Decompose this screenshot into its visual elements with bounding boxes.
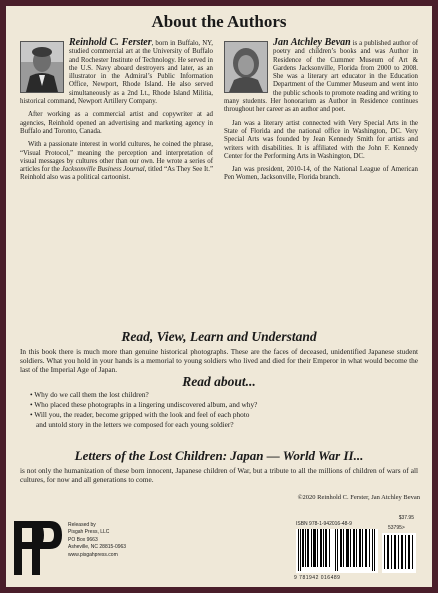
barcode-bars xyxy=(290,529,418,573)
author2-para3: Jan was president, 2010-14, of the National League of American Pen Women, Jacksonville, Florida branch. xyxy=(224,166,418,182)
back-cover xyxy=(6,6,432,587)
author2-name: Jan Atchley Bevan xyxy=(273,37,351,48)
section3-text: is not only the humanization of these born innocent, Japanese children of War, but a tribute to all the millions of children of wars of all cultures, for now and all generations to come. xyxy=(20,466,418,484)
author1-bio: Reinhold C. Ferster, born in Buffalo, NY, studied commercial art at the University of Buffalo and Rochester Institute of Technology. He served in the U.S. Navy aboard destroyers and later, as an illustrator in the Admiral’s Public Information Office, Newport, Rhode Island. He also served simultaneously as a 2nd Lt., Rhode Island Militia, historical command, Newport Artillery Company. After working as a commercial artist and copywriter at ad agencies, Reinhold opened an advertising and marketing agency in Buffalo and Toronto, Canada. With a passionate interest in world cultures, he coined the phrase, “Visual Protocol,” meaning the perception and interpretation of visual messages by cultures other than our own. He wrote a series of articles for the Jacksonville Business Journal, titled “As They See It.” Reinhold also was a political cartoonist. xyxy=(20,37,214,182)
price: $37.95 xyxy=(398,515,414,521)
publisher-info: Released by Pisgah Press, LLC PO Box 9663 Asheville, NC 28815-0963 www.pisgahpress.com xyxy=(68,522,127,558)
author2-photo xyxy=(224,41,268,93)
section2-heading: Read about... xyxy=(182,374,256,389)
isbn-barcode xyxy=(290,513,418,585)
author1-para2: After working as a commercial artist and copywriter at ad agencies, Reinhold opened an advertising and marketing agency in Buffalo and Toronto, Canada. xyxy=(20,111,213,135)
list-item: • Why do we call them the lost children? xyxy=(30,390,149,399)
section3-heading: Letters of the Lost Children: Japan — World War II... xyxy=(74,448,364,463)
list-item: and untold story in the letters we composed for each young soldier? xyxy=(36,420,234,429)
list-item: • Will you, the reader, become gripped with the look and feel of each photo xyxy=(30,410,250,419)
author1-para3: With a passionate interest in world cultures, he coined the phrase, “Visual Protocol,” meaning the perception and interpretation of visual messages by cultures other than our own. He wrote a series of articles for the Jacksonville Business Journal, titled “As They See It.” Reinhold also was a political cartoonist. xyxy=(20,141,214,182)
isbn-number: ISBN 978-1-942016-48-9 xyxy=(296,521,352,527)
copyright: ©2020 Reinhold C. Ferster, Jan Atchley Bevan xyxy=(297,494,420,501)
publisher-logo xyxy=(10,517,62,579)
page-title: About the Authors xyxy=(151,12,287,31)
barcode-number: 9 781942 016489 xyxy=(294,575,341,581)
author1-name: Reinhold C. Ferster xyxy=(69,37,152,48)
section1-heading: Read, View, Learn and Understand xyxy=(121,329,317,344)
author1-photo xyxy=(20,41,64,93)
author2-bio: Jan Atchley Bevan is a published author of poetry and children’s books and was Author in Residence of the Cummer Museum of Art & Gardens Jacksonville, Florida from 2000 to 2008. She was a literary art educator in the Education Department of the Cummer Museum and went into the public schools to promote reading and writing to many students. Her honorarium as Author in Residence continues throughout her career as an author and poet. Jan was a literary artist connected with Very Special Arts in the State of Florida and the national office in Washington, DC. Very Special Arts was founded by Jean Kennedy Smith for artists and writers with disabilities. It is affiliated with the John F. Kennedy Center for the Performing Arts in Washington, DC. Jan was president, 2010-14, of the National League of American Pen Women, Jacksonville, Florida branch. xyxy=(224,37,418,182)
addon-number: 53795> xyxy=(388,525,405,531)
author2-para2: Jan was a literary artist connected with Very Special Arts in the State of Florida and the national office in Washington, DC. Very Special Arts was founded by Jean Kennedy Smith for artists and writers with disabilities. It is affiliated with the John F. Kennedy Center for the Performing Arts in Washington, DC. xyxy=(224,119,418,160)
list-item: • Who placed these photographs in a lingering undiscovered album, and why? xyxy=(30,400,258,409)
section1-text: In this book there is much more than genuine historical photographs. These are the faces of deceased, unidentified Japanese student soldiers. What you hold in your hands is a memorial to young soldiers who lived and died for their Emperor in what would become the last of the Imperial Age of Japan. xyxy=(20,347,418,374)
bullet-list xyxy=(30,390,410,430)
footer xyxy=(6,513,432,587)
